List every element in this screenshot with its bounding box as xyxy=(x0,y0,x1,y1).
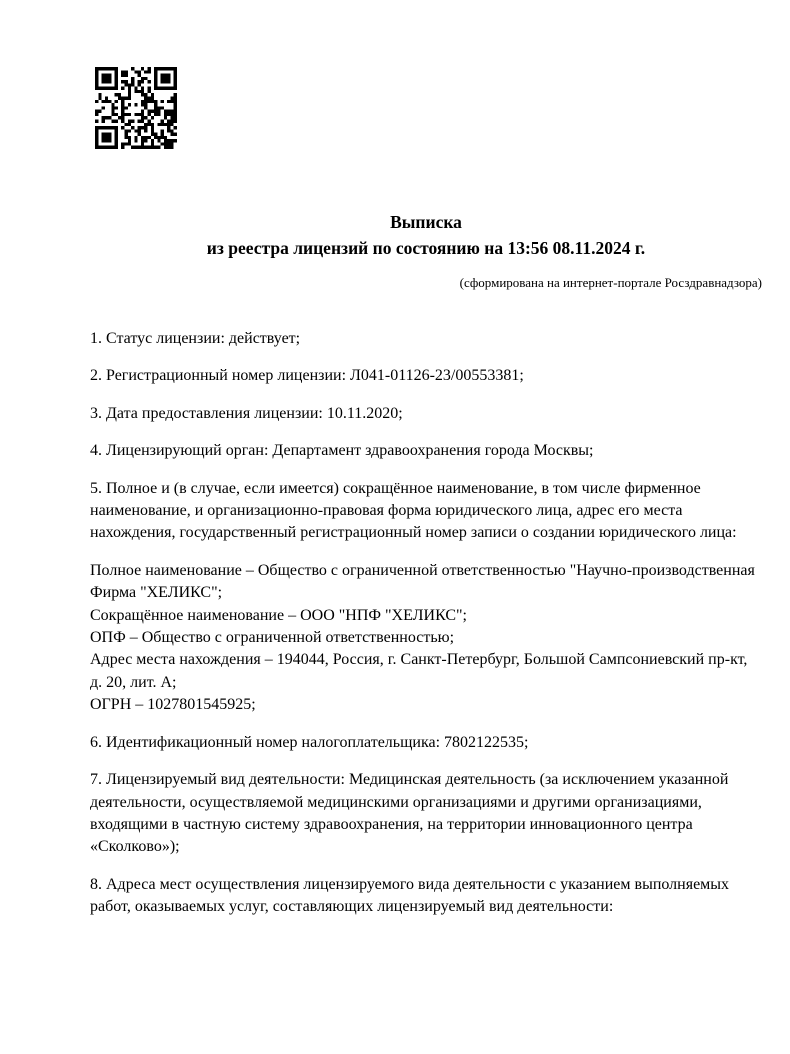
document-title xyxy=(90,209,762,261)
title-line-1: Выписка xyxy=(390,212,462,232)
formed-note: (сформирована на интернет-портале Росздравнадзора) xyxy=(459,275,762,290)
item-addresses-intro: 8. Адреса мест осуществления лицензируемого вида деятельности с указанием выполняемых работ, оказываемых услуг, составляющих лицензируемый вид деятельности: xyxy=(90,875,730,916)
item-taxpayer-number: 6. Идентификационный номер налогоплательщика: 7802122535; xyxy=(90,733,529,751)
entity-legal-form: ОПФ – Общество с ограниченной ответственностью; xyxy=(90,629,455,647)
entity-ogrn: ОГРН – 1027801545925; xyxy=(90,696,256,714)
item-grant-date: 3. Дата предоставления лицензии: 10.11.2020; xyxy=(90,404,403,422)
title-line-2: из реестра лицензий по состоянию на 13:56 08.11.2024 г. xyxy=(206,238,646,258)
entity-short-name: Сокращённое наименование – ООО "НПФ "ХЕЛИКС"; xyxy=(90,606,467,624)
item-entity-intro: 5. Полное и (в случае, если имеется) сокращённое наименование, в том числе фирменное наименование, и организационно-правовая форма юридического лица, адрес его места нахождения, государственный регистрационный номер записи о создании юридического лица: xyxy=(90,479,737,542)
item-license-status: 1. Статус лицензии: действует; xyxy=(90,330,301,347)
entity-address: Адрес места нахождения – 194044, Россия, г. Санкт-Петербург, Большой Сампсониевский пр-кт, д. 20, лит. А; xyxy=(90,651,748,691)
item-registration-number: 2. Регистрационный номер лицензии: Л041-01126-23/00553381; xyxy=(90,367,524,385)
item-licensed-activity: 7. Лицензируемый вид деятельности: Медицинская деятельность (за исключением указанной деятельности, осуществляемой медицинскими организациями и другими организациями, входящими в частную систему здравоохранения, на территории инновационного центра «Сколково»); xyxy=(90,771,729,856)
document-content xyxy=(90,0,762,934)
entity-full-name: Полное наименование – Общество с ограниченной ответственностью "Научно-производственная Фирма "ХЕЛИКС"; xyxy=(90,561,755,602)
item-licensing-authority: 4. Лицензирующий орган: Департамент здравоохранения города Москвы; xyxy=(90,442,594,460)
document-body xyxy=(90,328,762,919)
entity-details-block xyxy=(90,560,762,717)
